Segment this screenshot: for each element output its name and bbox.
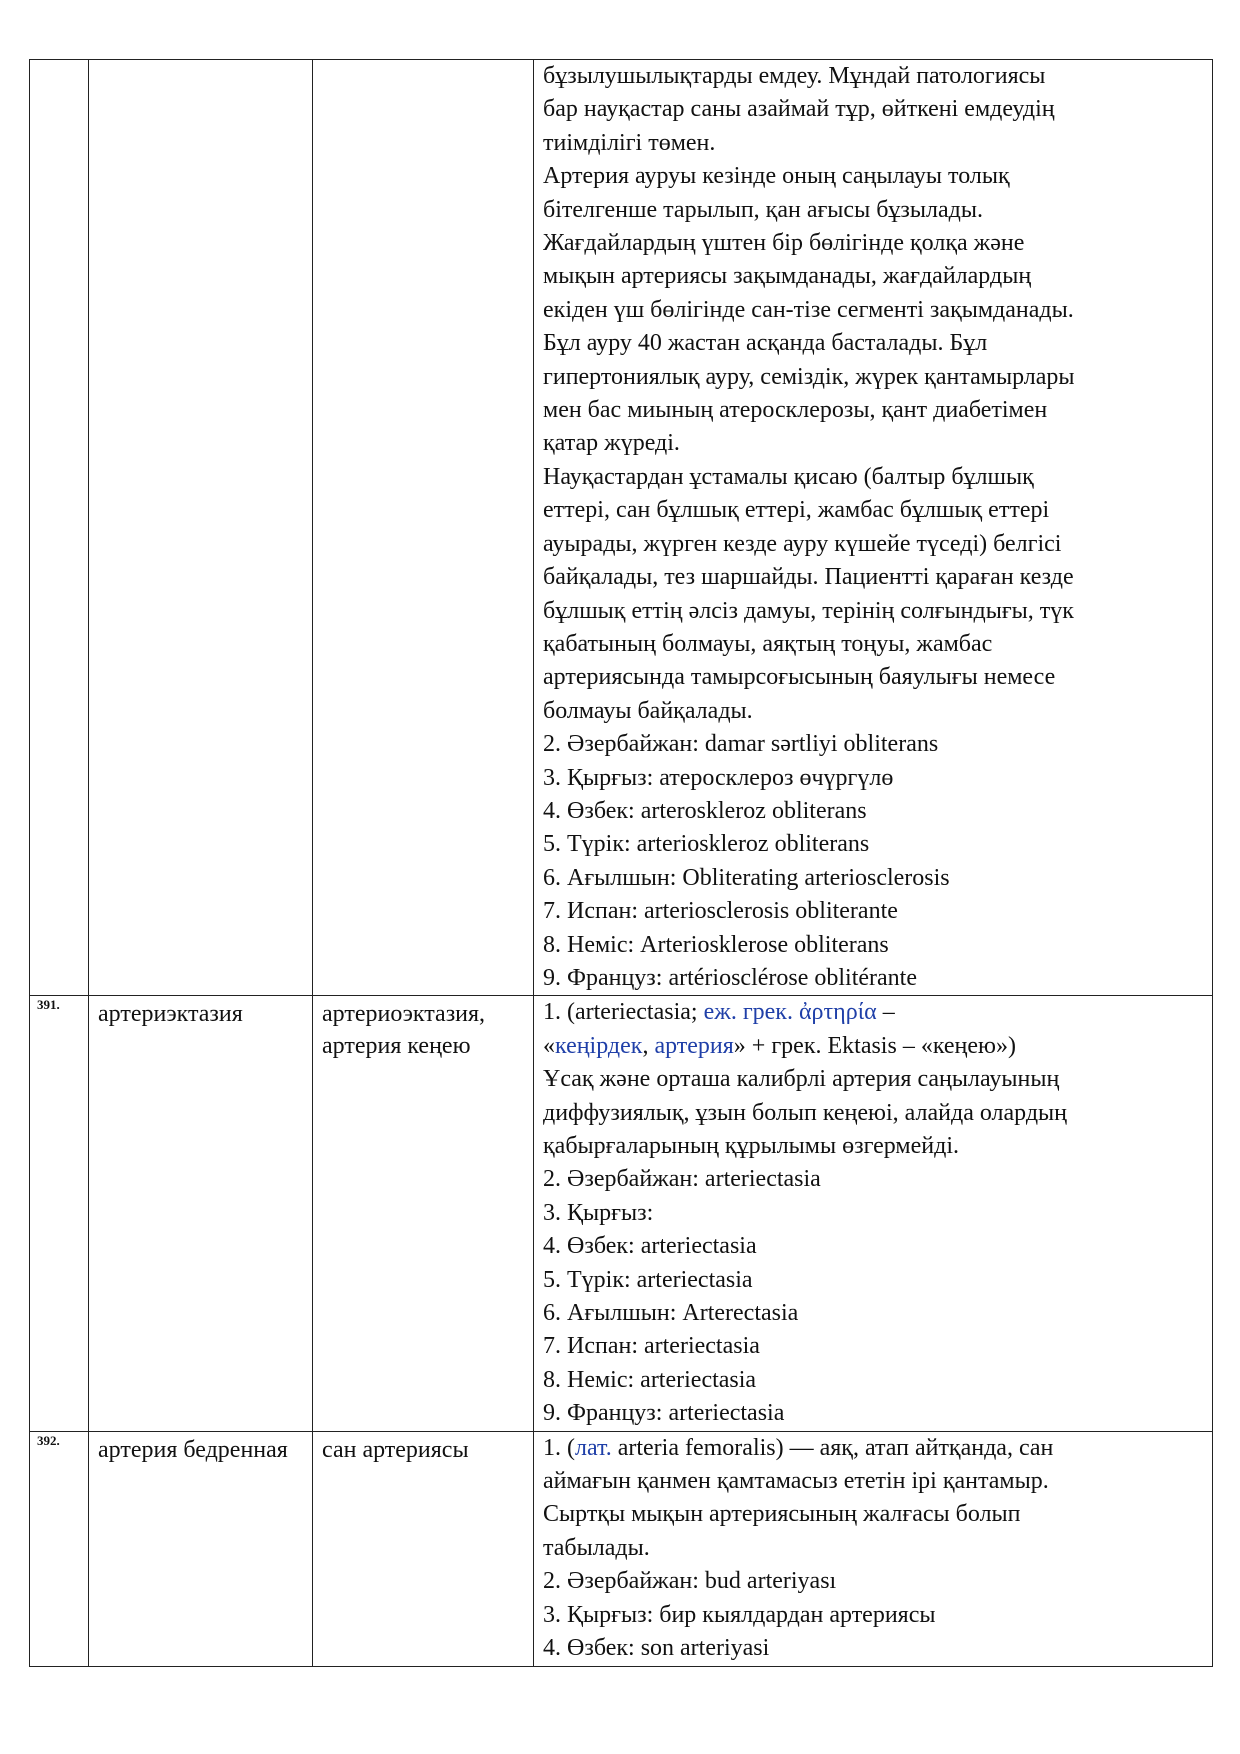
table-row bbox=[30, 996, 1213, 1431]
definition-line: табылады. bbox=[543, 1534, 650, 1561]
definition-line: 8. Неміс: arteriectasia bbox=[543, 1366, 757, 1393]
entry-number-cell: 391. bbox=[30, 996, 89, 1431]
entry-number-cell: 392. bbox=[30, 1431, 89, 1666]
kenirdek-link[interactable]: кеңірдек bbox=[555, 1032, 643, 1059]
definition-line: гипертониялық ауру, семіздік, жүрек қантамырлары bbox=[543, 363, 1075, 390]
definition-line: 2. Әзербайжан: damar sərtliyi obliterans bbox=[543, 731, 939, 758]
definition-line: мен бас миының атеросклерозы, қант диабетімен bbox=[543, 397, 1048, 424]
definition-cell bbox=[534, 1431, 1213, 1666]
definition-line: бұзылушылықтарды емдеу. Мұндай патологиясы bbox=[543, 63, 1046, 89]
definition-line: 7. Испан: arteriosclerosis obliterante bbox=[543, 898, 898, 925]
definition-line: бітелгенше тарылып, қан ағысы бұзылады. bbox=[543, 196, 983, 223]
definition-line: Ұсақ және орташа калибрлі артерия саңылауының bbox=[543, 1066, 1060, 1093]
definition-line: Бұл ауру 40 жастан асқанда басталады. Бұл bbox=[543, 330, 988, 357]
definition-line: байқалады, тез шаршайды. Пациентті қараған кезде bbox=[543, 564, 1074, 591]
definition-line: 1. (лат. arteria femoralis) — аяқ, атап айтқанда, сан bbox=[543, 1434, 1054, 1461]
latin-link[interactable]: лат. bbox=[575, 1434, 612, 1461]
definition-line: «кеңірдек, артерия» + грек. Ektasis – «кеңею») bbox=[543, 1032, 1016, 1059]
definition-line: диффузиялық, ұзын болып кеңеюі, алайда олардың bbox=[543, 1099, 1068, 1126]
definition-line: қатар жүреді. bbox=[543, 430, 680, 457]
definition-line: 2. Әзербайжан: arteriectasia bbox=[543, 1166, 821, 1193]
definition-line: Науқастардан ұстамалы қисаю (балтыр бұлшық bbox=[543, 463, 1034, 490]
definition-line: 7. Испан: arteriectasia bbox=[543, 1333, 760, 1360]
definition-line: тиімділігі төмен. bbox=[543, 129, 716, 156]
definition-line: қабырғаларының құрылымы өзгермейді. bbox=[543, 1133, 959, 1159]
table-row bbox=[30, 1431, 1213, 1666]
definition-cell bbox=[534, 996, 1213, 1431]
definition-line: мықын артериясы зақымданады, жағдайлардың bbox=[543, 263, 1032, 290]
russian-term-cell bbox=[89, 60, 313, 996]
definition-line: Артерия ауруы кезінде оның саңылауы толық bbox=[543, 163, 1010, 190]
definition-line: 8. Неміс: Arteriosklerose obliterans bbox=[543, 931, 889, 958]
definition-line: бұлшық еттің әлсіз дамуы, терінің солғындығы, түк bbox=[543, 597, 1074, 624]
kazakh-term-cell: артериоэктазия, артерия кеңею bbox=[313, 996, 534, 1431]
entry-number-cell bbox=[30, 60, 89, 996]
definition-line: 3. Қырғыз: бир кыялдардан артериясы bbox=[543, 1601, 936, 1628]
definition-cell bbox=[534, 60, 1213, 996]
definition-line: 6. Ағылшын: Obliterating arteriosclerosis bbox=[543, 864, 950, 891]
russian-term-cell: артерия бедренная bbox=[89, 1431, 313, 1666]
definition-line: 2. Әзербайжан: bud arteriyası bbox=[543, 1568, 837, 1595]
kazakh-term-cell bbox=[313, 60, 534, 996]
russian-term-cell: артериэктазия bbox=[89, 996, 313, 1431]
definition-line: 6. Ағылшын: Arterectasia bbox=[543, 1300, 799, 1327]
definition-line: 9. Француз: artériosclérose oblitérante bbox=[543, 964, 917, 991]
definition-line: 4. Өзбек: arteroskleroz obliterans bbox=[543, 797, 867, 824]
definition-line: еттері, сан бұлшық еттері, жамбас бұлшық еттері bbox=[543, 497, 1050, 524]
definition-line: болмауы байқалады. bbox=[543, 697, 753, 724]
table-row bbox=[30, 60, 1213, 996]
definition-line: 3. Қырғыз: bbox=[543, 1199, 654, 1226]
arteria-link[interactable]: артерия bbox=[654, 1032, 734, 1059]
definition-line: Жағдайлардың үштен бір бөлігінде қолқа және bbox=[543, 230, 1025, 257]
definition-line: аймағын қанмен қамтамасыз ететін ірі қантамыр. bbox=[543, 1468, 1049, 1495]
definition-line: 9. Француз: arteriectasia bbox=[543, 1400, 785, 1427]
definition-line: артериясында тамырсоғысының баяулығы немесе bbox=[543, 664, 1056, 691]
definition-line: 4. Өзбек: arteriectasia bbox=[543, 1233, 757, 1260]
dictionary-table bbox=[29, 59, 1213, 1667]
definition-line: 5. Түрік: arterioskleroz obliterans bbox=[543, 831, 870, 858]
definition-line: 4. Өзбек: son arteriyasi bbox=[543, 1635, 770, 1662]
definition-line: екіден үш бөлігінде сан-тізе сегменті зақымданады. bbox=[543, 296, 1074, 323]
etymology-link[interactable]: еж. грек. ἀρτηρία bbox=[703, 999, 877, 1026]
definition-line: бар науқастар саны азаймай тұр, өйткені емдеудің bbox=[543, 96, 1055, 123]
definition-line: 3. Қырғыз: атеросклероз өчүргүлө bbox=[543, 764, 894, 791]
definition-line: ауырады, жүрген кезде ауру күшейе түседі) белгісі bbox=[543, 530, 1062, 557]
definition-line: Сыртқы мықын артериясының жалғасы болып bbox=[543, 1501, 1021, 1528]
definition-line: 1. (arteriectasia; еж. грек. ἀρτηρία – bbox=[543, 999, 895, 1026]
definition-line: қабатының болмауы, аяқтың тоңуы, жамбас bbox=[543, 630, 993, 657]
kazakh-term-cell: сан артериясы bbox=[313, 1431, 534, 1666]
definition-line: 5. Түрік: arteriectasia bbox=[543, 1266, 753, 1293]
